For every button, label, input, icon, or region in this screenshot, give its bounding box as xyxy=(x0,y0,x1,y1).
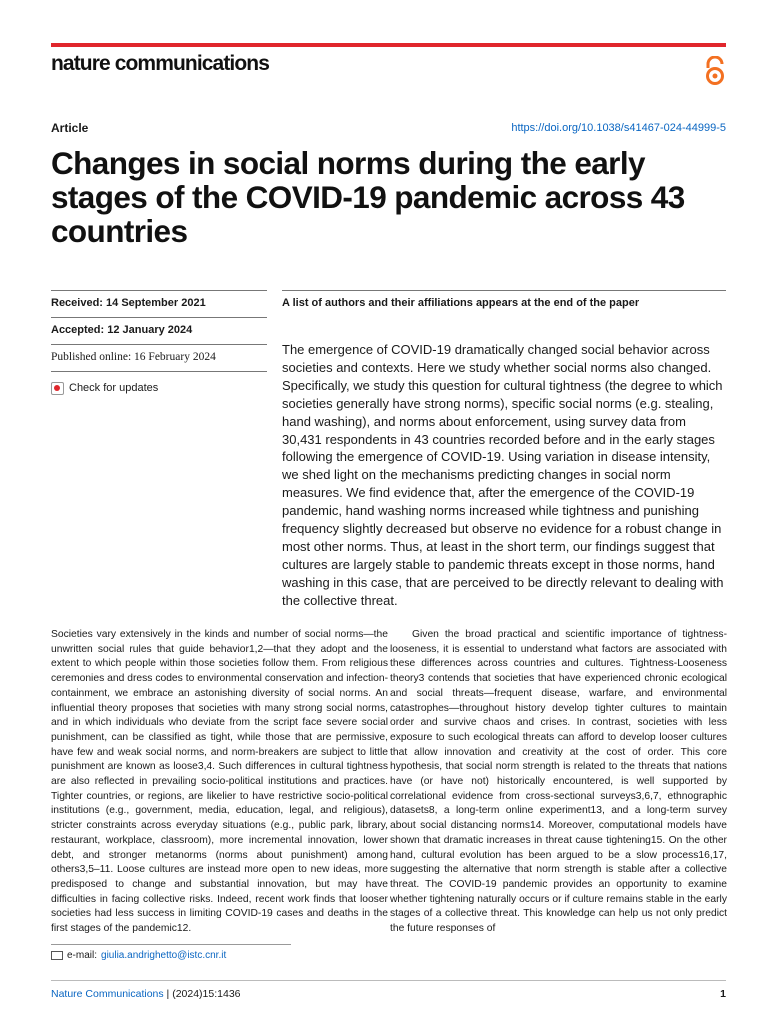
footer-citation-text: | (2024)15:1436 xyxy=(163,988,241,1000)
publication-meta xyxy=(51,290,267,398)
body-column-left: Societies vary extensively in the kinds and number of social norms—the unwritten social rules that guide behavior1,2—that they adopt and the extent to which people within those societies follow them. From religious ceremonies and dress codes to environmental conservation and infection-containment, we embrace an astonishing diversity of social norms. An influential theory proposes that societies with many strong social norms, and in which individuals who deviate from the script face severe social punishment, can be classified as tight, while those that are permissive, have few and weak social norms, and norm-breakers are subject to little punishment are known as loose3,4. Such differences in cultural tightness are also reflected in prevailing socio-political institutions and practices. Tighter countries, or regions, are likelier to have restrictive socio-political institutions (e.g., government, media, education, legal, and religious), stricter constraints across everyday situations (e.g., public park, library, restaurant, workplace, classroom), more incremental innovation, lower debt, and stronger metanorms (norms about punishment) among others3,5–11. Loose cultures are instead more open to new ideas, more predisposed to change and substantial innovation, but may have difficulties in facing collective risks. Indeed, recent work finds that looser societies had less success in limiting COVID-19 cases and deaths in the first stages of the pandemic12. xyxy=(51,629,388,935)
email-label: e-mail: xyxy=(67,950,98,961)
article-type-label: Article xyxy=(51,121,89,135)
doi-link[interactable]: https://doi.org/10.1038/s41467-024-44999-5 xyxy=(511,122,726,134)
abstract: The emergence of COVID-19 dramatically changed social behavior across societies and contexts. Here we study whether social norms also changed. Specifically, we study this question for cultural tightness (the degree to which societies generally have strong norms), specific social norms (e.g. stealing, hand washing), and norms about enforcement, using survey data from 30,431 respondents in 43 countries recorded before and in the early stages following the emergence of COVID-19. Using variation in disease intensity, we shed light on the mechanisms predicting changes in social norm measures. We find evidence that, after the emergence of the COVID-19 pandemic, hand washing norms increased while tightness and punishing frequency slightly decreased but observe no evidence for a robust change in most other norms. Thus, at least in the short term, our findings suggest that cultures are largely stable to pandemic threats except in those norms, hand washing in this case, that are perceived to be directly relevant to dealing with the collective threat. xyxy=(282,342,724,608)
envelope-icon xyxy=(51,951,63,960)
open-access-icon xyxy=(704,56,726,86)
check-updates-link[interactable] xyxy=(51,371,267,398)
article-title: Changes in social norms during the early stages of the COVID-19 pandemic across 43 countries xyxy=(51,145,685,249)
footer-citation xyxy=(51,988,241,1000)
received-date: Received: 14 September 2021 xyxy=(51,290,267,317)
footer-rule xyxy=(51,980,726,981)
accepted-date: Accepted: 12 January 2024 xyxy=(51,317,267,344)
authors-note: A list of authors and their affiliations appears at the end of the paper xyxy=(282,290,726,309)
check-updates-label: Check for updates xyxy=(69,382,159,394)
check-updates-icon xyxy=(51,382,64,395)
header-accent-bar xyxy=(51,43,726,47)
email-link[interactable]: giulia.andrighetto@istc.cnr.it xyxy=(101,950,227,961)
journal-name[interactable]: nature communications xyxy=(51,52,269,75)
footnote-divider xyxy=(51,944,291,945)
footer-journal-link[interactable]: Nature Communications xyxy=(51,988,164,1000)
page-number: 1 xyxy=(720,988,726,1000)
published-date: Published online: 16 February 2024 xyxy=(51,344,267,371)
body-column-right: Given the broad practical and scientific importance of tightness-looseness, it is essential to understand what factors are associated with these differences across countries and cultures. Tightness-Looseness theory3 contends that societies that have experienced chronic ecological and social threats—frequent disease, warfare, and environmental catastrophes—throughout history develop tighter cultures to maintain order and survive chaos and crises. In contrast, societies with less exposure to such ecological threats can afford to develop looser cultures that allow innovation and creativity at the cost of order. This core hypothesis, that social norm strength is related to the threats that nations have (or have not) historically encountered, is well supported by correlational evidence from cross-sectional surveys3,6,7, ethnographic datasets8, a long-term online experiment13, and a long-term survey about social distancing norms14. Moreover, computational models have shown that dramatic increases in threat cause tightening15. On the other hand, cultural evolution has been argued to be a slow process16,17, suggesting the alternative that norm strength is stable after a collective threat. The COVID-19 pandemic provides an opportunity to examine whether tightening naturally occurs or if culture remains stable in the early stages of a collective threat. This knowledge can help us not only predict the future responses of xyxy=(390,629,727,935)
correspondence xyxy=(51,950,226,961)
